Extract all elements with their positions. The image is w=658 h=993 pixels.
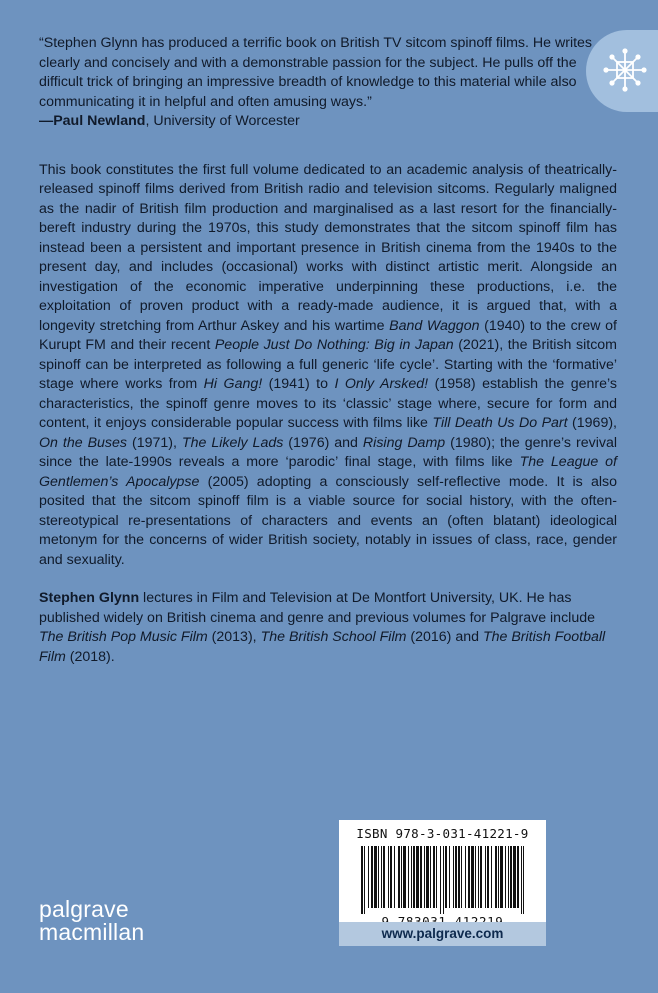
description-text: (1980); the genre’s revival since the late-1990s reveals a more ‘parodic’ final stage, with films like bbox=[39, 434, 617, 470]
barcode-bar bbox=[371, 846, 373, 908]
barcode-bar bbox=[517, 846, 519, 908]
barcode-bar bbox=[383, 846, 385, 908]
barcode-bar bbox=[495, 846, 497, 908]
barcode-bar bbox=[491, 846, 492, 908]
attribution-affiliation: , University of Worcester bbox=[145, 113, 300, 129]
description-text: (2021), the British sitcom spinoff can be interpreted as following a full generic ‘life cycle’. Starting with the ‘formative’ stage where works from bbox=[39, 337, 617, 392]
barcode-bar bbox=[453, 846, 454, 908]
publisher-name-line1: palgrave bbox=[39, 896, 129, 922]
barcode-bar bbox=[468, 846, 470, 908]
isbn-label: ISBN 978-3-031-41221-9 bbox=[356, 826, 529, 841]
description-text: (1969), bbox=[567, 415, 618, 431]
film-title: Rising Damp bbox=[362, 434, 446, 451]
barcode-bar bbox=[413, 846, 415, 908]
publisher-name-line2: macmillan bbox=[39, 919, 145, 945]
barcode-bar bbox=[445, 846, 447, 908]
film-title: I Only Arsked! bbox=[334, 376, 429, 392]
barcode-bar bbox=[485, 846, 486, 908]
barcode-bar bbox=[378, 846, 379, 908]
book-title: The British Football Film bbox=[39, 629, 606, 665]
quote-attribution bbox=[39, 112, 617, 132]
description-text: (1940) to the crew of Kurupt FM and their recent bbox=[39, 317, 617, 353]
book-title: The British School Film bbox=[260, 629, 407, 645]
barcode-bar bbox=[480, 846, 482, 908]
barcode-bar bbox=[513, 846, 516, 908]
barcode-bar bbox=[498, 846, 499, 908]
barcode-bar bbox=[420, 846, 422, 908]
barcode-bar bbox=[403, 846, 406, 908]
film-title: Hi Gang! bbox=[203, 376, 263, 392]
barcode-bar bbox=[461, 846, 462, 908]
barcode-bar bbox=[398, 846, 400, 908]
publisher-url-bar bbox=[339, 922, 546, 946]
publisher-url: www.palgrave.com bbox=[381, 926, 504, 941]
bio-text: (2013), bbox=[207, 629, 261, 645]
barcode-bar bbox=[471, 846, 474, 908]
barcode bbox=[361, 846, 524, 914]
barcode-bar bbox=[449, 846, 450, 908]
cover-text bbox=[39, 34, 617, 667]
barcode-bar bbox=[521, 846, 522, 914]
barcode-bar bbox=[411, 846, 412, 908]
barcode-bar bbox=[440, 846, 441, 914]
description-text: (1971), bbox=[127, 434, 182, 451]
barcode-bar bbox=[433, 846, 435, 908]
barcode-bar bbox=[368, 846, 369, 908]
bio-text: (2018). bbox=[65, 648, 115, 665]
barcode-bar bbox=[390, 846, 392, 908]
description-text: (2005) adopting a consciously self-reflective mode. It is also posited that the sitcom spinoff film is a viable source for social history, with the often-stereotypical re-presentations of characters and events an (often blatant) ideological metonym for the concerns of wider British society, notably in issues of class, race, gender and sexuality. bbox=[39, 473, 617, 568]
book-description bbox=[39, 161, 617, 571]
description-text: (1958) establish the genre’s characteristics, the spinoff genre moves to its ‘classic’ stage where, secure for form and content, it enjoys considerable popular success with films like bbox=[39, 376, 618, 431]
barcode-bar bbox=[364, 846, 365, 914]
barcode-bar bbox=[381, 846, 382, 908]
film-title: On the Buses bbox=[39, 434, 128, 451]
barcode-bar bbox=[510, 846, 512, 908]
author-bio bbox=[39, 589, 617, 667]
barcode-bar bbox=[443, 846, 444, 914]
film-title: The League of Gentlemen’s Apocalypse bbox=[39, 454, 617, 490]
attribution-name: —Paul Newland bbox=[39, 113, 146, 129]
bio-text: lectures in Film and Television at De Montfort University, UK. He has published widely on British cinema and genre and previous volumes for Palgrave include bbox=[39, 590, 595, 626]
quote-text: “Stephen Glynn has produced a terrific book on British TV sitcom spinoff films. He writes clearly and concisely and with a demonstrable passion for the subject. He pulls off the difficult trick of bringing an impressive breadth of knowledge to this material while also communicating it in helpful and often amusing ways.” bbox=[39, 35, 593, 110]
barcode-bar bbox=[523, 846, 524, 914]
barcode-bar bbox=[426, 846, 429, 908]
film-title: Till Death Us Do Part bbox=[432, 415, 568, 431]
film-title: The Likely Lads bbox=[181, 434, 284, 451]
barcode-bar bbox=[408, 846, 409, 908]
description-text: This book constitutes the first full volume dedicated to an academic analysis of theatrically-released spinoff films derived from British radio and television sitcoms. Regularly maligned as the nadir of British film production and marginalised as a last resort for the financially-bereft industry during the 1970s, this study demonstrates that the sitcom spinoff film has instead been a persistent and important presence in British cinema from the 1940s to the present day, and includes (occasional) works with distinct artistic merit. Alongside an investigation of the economic imperative underpinning these productions, i.e. the exploitation of proven product with a ready-made audience, it is argued that, with a longevity stretching from Arthur Askey and his wartime bbox=[39, 161, 617, 334]
description-text: (1941) to bbox=[262, 376, 335, 392]
barcode-bar bbox=[424, 846, 425, 908]
film-title: People Just Do Nothing: Big in Japan bbox=[214, 337, 454, 353]
endorsement-quote bbox=[39, 34, 617, 132]
barcode-bar bbox=[394, 846, 395, 908]
bio-text: (2016) and bbox=[406, 629, 483, 645]
barcode-bar bbox=[505, 846, 506, 908]
barcode-bar bbox=[508, 846, 509, 908]
barcode-bar bbox=[430, 846, 431, 908]
barcode-bar bbox=[401, 846, 402, 908]
barcode-bar bbox=[465, 846, 466, 908]
barcode-bar bbox=[436, 846, 437, 908]
barcode-bar bbox=[487, 846, 489, 908]
barcode-bar bbox=[388, 846, 389, 908]
description-text: (1976) and bbox=[283, 434, 363, 451]
book-title: The British Pop Music Film bbox=[39, 629, 208, 645]
publisher-logo bbox=[39, 898, 144, 944]
film-title: Band Waggon bbox=[389, 317, 480, 334]
barcode-bar bbox=[475, 846, 476, 908]
barcode-bar bbox=[458, 846, 460, 908]
barcode-bar bbox=[455, 846, 457, 908]
author-name: Stephen Glynn bbox=[39, 590, 140, 606]
barcode-bar bbox=[500, 846, 503, 908]
barcode-bar bbox=[416, 846, 419, 908]
barcode-bar bbox=[374, 846, 377, 908]
barcode-bar bbox=[478, 846, 479, 908]
barcode-bar bbox=[361, 846, 363, 914]
